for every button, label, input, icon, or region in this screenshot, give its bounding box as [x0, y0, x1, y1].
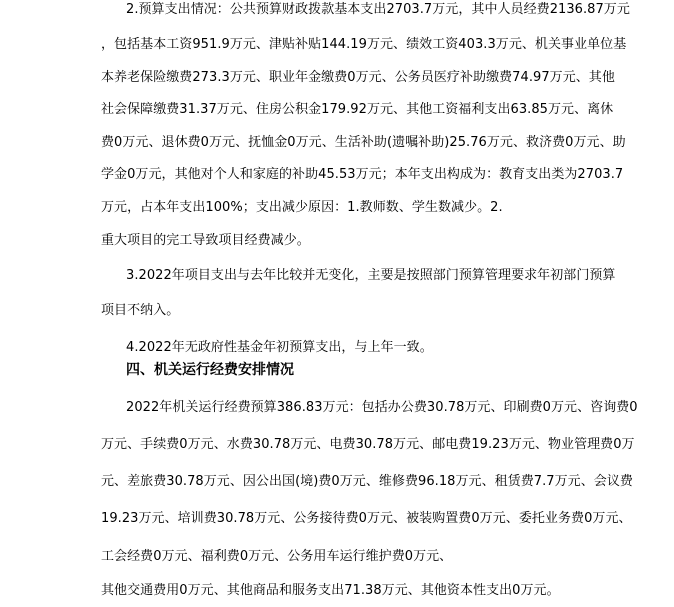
paragraph-line: 项目不纳入。	[101, 303, 180, 318]
paragraph-line: 本养老保险缴费273.3万元、职业年金缴费0万元、公务员医疗补助缴费74.97万元、其他	[101, 70, 615, 85]
paragraph-line: 19.23万元、培训费30.78万元、公务接待费0万元、被装购置费0万元、委托业务费0万元、	[101, 511, 632, 526]
section-heading: 四、机关运行经费安排情况	[126, 362, 294, 378]
paragraph-line: 重大项目的完工导致项目经费减少。	[101, 233, 310, 248]
paragraph-line: 学金0万元，其他对个人和家庭的补助45.53万元；本年支出构成为：教育支出类为2703.7	[101, 167, 624, 182]
paragraph-line: 3.2022年项目支出与去年比较并无变化，主要是按照部门预算管理要求年初部门预算	[126, 268, 616, 283]
paragraph-line: 费0万元、退休费0万元、抚恤金0万元、生活补助(遗嘱补助)25.76万元、救济费0万元、助	[101, 135, 626, 150]
paragraph-line: 万元、手续费0万元、水费30.78万元、电费30.78万元、邮电费19.23万元、物业管理费0万	[101, 437, 635, 452]
paragraph-line: 工会经费0万元、福利费0万元、公务用车运行维护费0万元、	[101, 549, 453, 564]
paragraph-line: 4.2022年无政府性基金年初预算支出，与上年一致。	[126, 340, 433, 355]
paragraph-line: 其他交通费用0万元、其他商品和服务支出71.38万元、其他资本性支出0万元。	[101, 583, 560, 598]
paragraph-line: ，包括基本工资951.9万元、津贴补贴144.19万元、绩效工资403.3万元、机关事业单位基	[101, 37, 627, 52]
paragraph-line: 社会保障缴费31.37万元、住房公积金179.92万元、其他工资福利支出63.85万元、离休	[101, 102, 614, 117]
paragraph-line: 2.预算支出情况：公共预算财政拨款基本支出2703.7万元，其中人员经费2136.87万元	[126, 2, 630, 17]
paragraph-line: 万元，占本年支出100%；支出减少原因：1.教师数、学生数减少。2.	[101, 200, 503, 215]
paragraph-line: 2022年机关运行经费预算386.83万元：包括办公费30.78万元、印刷费0万元、咨询费0	[126, 400, 638, 415]
paragraph-line: 元、差旅费30.78万元、因公出国(境)费0万元、维修费96.18万元、租赁费7.7万元、会议费	[101, 474, 633, 489]
